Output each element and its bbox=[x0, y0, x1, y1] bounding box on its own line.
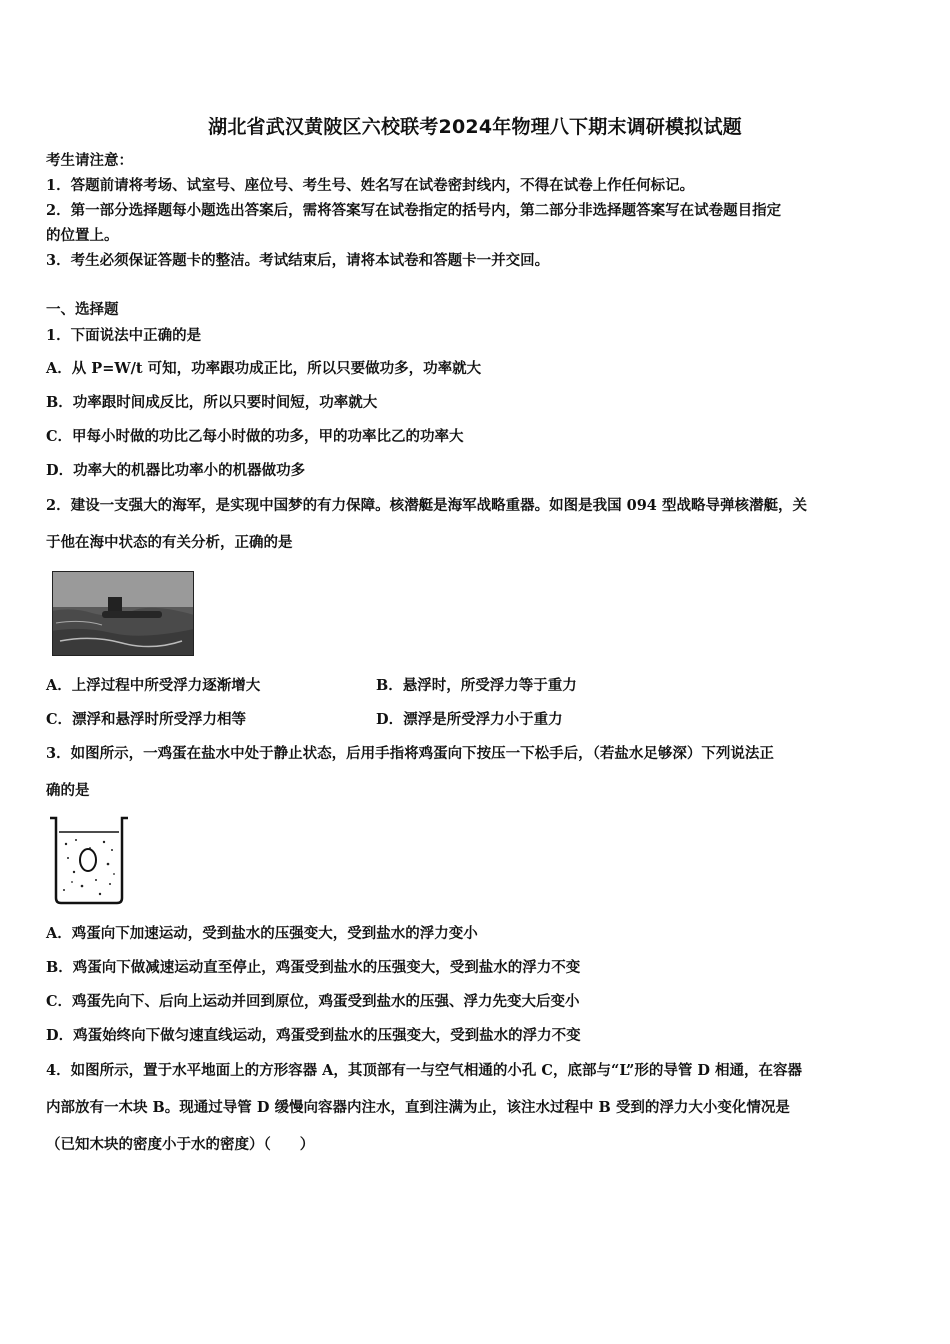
notice-item-2: 2．第一部分选择题每小题选出答案后，需将答案写在试卷指定的括号内，第二部分非选择题答案写在试卷题目指定 bbox=[46, 202, 782, 219]
notice-item-3: 3．考生必须保证答题卡的整洁。考试结束后，请将本试卷和答题卡一并交回。 bbox=[46, 252, 550, 269]
q2-option-d: D．漂浮是所受浮力小于重力 bbox=[376, 711, 563, 728]
notice-item-1: 1．答题前请将考场、试室号、座位号、考生号、姓名写在试卷密封线内，不得在试卷上作任何标记。 bbox=[46, 177, 695, 194]
q3-option-a: A．鸡蛋向下加速运动，受到盐水的压强变大，受到盐水的浮力变小 bbox=[46, 925, 478, 942]
q2-option-b: B．悬浮时，所受浮力等于重力 bbox=[376, 677, 577, 694]
page-title: 湖北省武汉黄陂区六校联考2024年物理八下期末调研模拟试题 bbox=[208, 116, 742, 138]
beaker-egg-figure bbox=[46, 814, 132, 906]
notice-heading: 考生请注意： bbox=[46, 152, 133, 169]
q4-stem-line3: （已知木块的密度小于水的密度）（ ） bbox=[46, 1136, 315, 1153]
q2-stem-line1: 2．建设一支强大的海军，是实现中国梦的有力保障。核潜艇是海军战略重器。如图是我国 094 型战略导弹核潜艇，关 bbox=[46, 497, 807, 514]
q2-stem-line2: 于他在海中状态的有关分析，正确的是 bbox=[46, 534, 293, 551]
q2-option-c: C．漂浮和悬浮时所受浮力相等 bbox=[46, 711, 247, 728]
q3-option-c: C．鸡蛋先向下、后向上运动并回到原位，鸡蛋受到盐水的压强、浮力先变大后变小 bbox=[46, 993, 580, 1010]
q1-option-c: C．甲每小时做的功比乙每小时做的功多，甲的功率比乙的功率大 bbox=[46, 428, 464, 445]
q4-stem-line2: 内部放有一木块 B。现通过导管 D 缓慢向容器内注水，直到注满为止，该注水过程中 B 受到的浮力大小变化情况是 bbox=[46, 1099, 790, 1116]
section-heading: 一、选择题 bbox=[46, 301, 119, 318]
q3-option-b: B．鸡蛋向下做减速运动直至停止，鸡蛋受到盐水的压强变大，受到盐水的浮力不变 bbox=[46, 959, 581, 976]
submarine-photo bbox=[52, 571, 194, 656]
q1-stem: 1．下面说法中正确的是 bbox=[46, 327, 202, 344]
q1-option-b: B．功率跟时间成反比，所以只要时间短，功率就大 bbox=[46, 394, 378, 411]
q3-option-d: D．鸡蛋始终向下做匀速直线运动，鸡蛋受到盐水的压强变大，受到盐水的浮力不变 bbox=[46, 1027, 581, 1044]
notice-item-2-cont: 的位置上。 bbox=[46, 227, 119, 244]
q4-stem-line1: 4．如图所示，置于水平地面上的方形容器 A，其顶部有一与空气相通的小孔 C，底部与“L”形的导管 D 相通，在容器 bbox=[46, 1062, 803, 1079]
q1-option-d: D．功率大的机器比功率小的机器做功多 bbox=[46, 462, 306, 479]
q3-stem-line2: 确的是 bbox=[46, 782, 90, 799]
q1-option-a: A．从 P=W/t 可知，功率跟功成正比，所以只要做功多，功率就大 bbox=[46, 360, 482, 377]
q3-stem-line1: 3．如图所示，一鸡蛋在盐水中处于静止状态，后用手指将鸡蛋向下按压一下松手后，（若盐水足够深）下列说法正 bbox=[46, 745, 774, 762]
q2-option-a: A．上浮过程中所受浮力逐渐增大 bbox=[46, 677, 261, 694]
